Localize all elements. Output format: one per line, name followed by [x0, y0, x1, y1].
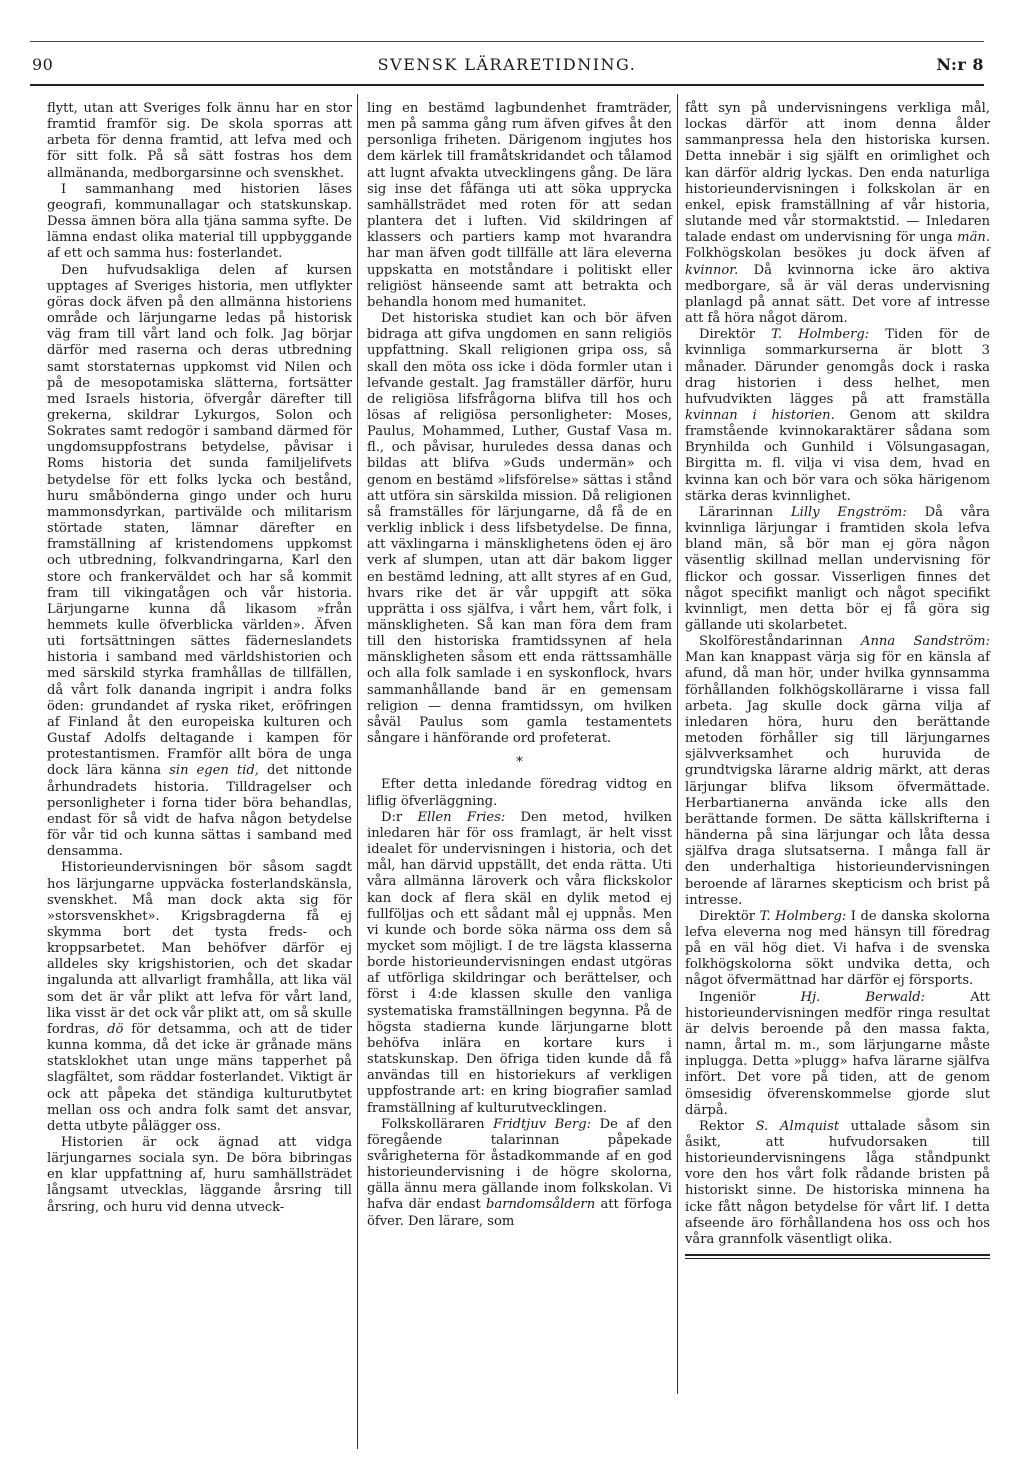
paragraph: Efter detta inledande föredrag vidtog en liflig öfverläggning. [367, 777, 672, 809]
column-3 [685, 101, 990, 1259]
paragraph: ling en bestämd lagbundenhet framträder, men på samma gång rum äfven gifves åt den personliga friheten. Därigenom ingjutes hos dem kärlek till framåtskridandet och tålamod att lugnt afvakta utvecklingens gång. De lära sig inse det fåfänga uti att söka upprycka samhällsträdet med roten för att sedan plantera det i luften. Vid skildringen af klassers och partiers kamp mot hvarandra har man äfven godt tillfälle att lära eleverna uppskatta en motståndare i politiskt eller religiöst hänseende samt att betrakta och behandla honom med humanitet. [367, 101, 672, 310]
section-separator: * [516, 755, 523, 771]
paragraph: Lärarinnan Lilly Engström: Då våra kvinnliga lärjungar i framtiden skola lefva bland män, så bör man ej göra någon väsentlig skillnad mellan undervisning för flickor och gossar. Visserligen finnes det något specifikt manligt och något specifikt kvinnligt, men detta bör ej få göra sig gällande uti skolarbetet. [685, 504, 990, 633]
speaker-name: Anna Sandström: [861, 634, 990, 650]
speaker-name: T. Holmberg: [771, 327, 870, 343]
article-end-rule [685, 1254, 990, 1256]
page-header [30, 55, 984, 79]
paragraph: Ingeniör Hj. Berwald: Att historieundervisningen medför ringa resultat är delvis beroende på den massa fakta, namn, årtal m. m., som lärjungarne måste inplugga. Detta »plugg» hafva lärarne själfva infört. Det vore på tiden, att de genom ömsesidig öfverenskommelse gjorde slut därpå. [685, 989, 990, 1118]
paragraph: Det historiska studiet kan och bör äfven bidraga att gifva ungdomen en sann religiös uppfattning. Skall religionen gripa oss, så skall den möta oss icke i döda formler utan i lefvande gestalt. Jag framställer därför, huru de religiösa lifsfrågorna blifva till hos och lösas af religiösa personligheter: Moses, Paulus, Mohammed, Luther, Gustaf Vasa m. fl., och påvisar, huruledes dessa danas och bildas att blifva »Guds undermän» och genom en bestämd »lifsförelse» sättas i stånd att utföra sin särskilda mission. Då religionen så framställes för lärjungarne, då få de en verklig inblick i dess lifsbetydelse. De finna, att växlingarna i mänsklighetens öden ej äro verk af slumpen, utan att där bakom ligger en bestämd ledning, att allt styres af en Gud, hvars rike det är vår uppgift att söka upprätta i oss själfva, i vårt hem, vårt folk, i mänskligheten. Så kan man föra dem fram till den historiska framtidssynen af hela mänskligheten såsom ett enda rättssamhälle och alla folk samlade i en syskonflock, hvars sammanhållande band är en gemensam religion — denna framtidssyn, om hvilken såväl Paulus som gamla testamentets sångare i hänförande ord profeterat. [367, 311, 672, 747]
column-divider [357, 94, 358, 1449]
top-rule [30, 41, 984, 42]
speaker-name: S. Almquist [755, 1118, 840, 1134]
paragraph: Skolföreståndarinnan Anna Sandström: Man kan knappast värja sig för en känsla af afund, då man hör, under hvilka gynnsamma förhållanden folkhögskollärarne i vissa fall arbeta. Jag skulle dock gärna vilja af inledaren höra, huru den berättande metoden förhåller sig till lärjungarnes självverksamhet och huruvida de grundtvigska lärarne aldrig märkt, att deras lärjungar blifva liksom öfvermättade. Herbartianerna använda icke alls den berättande formen. De sätta källskrifterna i händerna på sina lärjungar och låta dessa själfva draga slutsatserna. I många fall är den underhaltiga historieundervisningen beroende af lärarnes skepticism och brist på intresse. [685, 634, 990, 908]
paragraph: I sammanhang med historien läses geografi, kommunallagar och statskunskap. Dessa ämnen böra alla tjäna samma syfte. De lämna endast olika material till uppbyggande af ett och samma hus: fosterlandet. [47, 181, 352, 262]
issue-number: N:r 8 [936, 55, 984, 74]
speaker-name: Fridtjuv Berg: [493, 1116, 592, 1132]
speaker-name: Ellen Fries: [417, 809, 506, 825]
paragraph: D:r Ellen Fries: Den metod, hvilken inledaren här för oss framlagt, är helt visst idealet för undervisningen i historia, och det mål, han därvid uppställt, det enda rätta. Uti våra allmänna läroverk och våra flickskolor kan dock af flera skäl en dylik metod ej fullföljas och ett sådant mål ej uppnås. Men vi kunde och borde söka närma oss dem så mycket som möjligt. I de tre lägsta klasserna borde historieundervisningen endast utgöras af utförliga skildringar och berättelser, och först i 4:de klassen skulle den vanliga systematiska framställningen begynna. På de högsta stadierna kunde lärjungarne blott behöfva inlära en kortare kurs i statskunskap. Den öfriga tiden kunde då få användas till en historiekurs af verkligen uppfostrande art: en kring biografier samlad framställning af kulturutvecklingen. [367, 809, 672, 1116]
paragraph: Rektor S. Almquist uttalade såsom sin åsikt, att hufvudorsaken till historieundervisningens låga ståndpunkt vore den hos vårt folk rådande bristen på historiskt sinne. De historiska minnena ha icke fått någon betydelse för vårt lif. I detta afseende äro förhållandena hos oss och hos våra grannfolk väsentligt olika. [685, 1118, 991, 1247]
speaker-name: Hj. Berwald: [800, 989, 926, 1005]
page-number: 90 [32, 55, 54, 74]
column-divider [677, 94, 678, 1394]
speaker-name: T. Holmberg: [759, 908, 847, 924]
paragraph: Historien är ock ägnad att vidga lärjungarnes sociala syn. De böra bibringas en klar uppfattning af, huru samhällsträdet långsamt utvecklas, läggande årsring till årsring, och huru vid denna utveck- [47, 1135, 352, 1215]
paragraph: Historieundervisningen bör såsom sagdt hos lärjungarne uppväcka fosterlandskänsla, svenskhet. Må man dock akta sig för »storsvenskhet». Krigsbragderna få ej skymma bort det tysta freds- och kroppsarbetet. Man behöfver därför ej alldeles sky krigshistorien, och det skadar ingalunda att allvarligt framhålla, att lika väl som det är vår plikt att lefva för vårt land, lika visst är det ock vår plikt att, om så skulle fordras, dö för detsamma, och att de tider kunna komma, då det icke är grånade mäns statsklokhet utan unge mäns tapperhet på slagfältet, som räddar fosterlandet. Viktigt är ock att påpeka det ständiga kulturutbytet mellan oss och andra folk samt det ansvar, detta utbyte pålägger oss. [47, 860, 352, 1134]
column-2 [367, 101, 672, 1230]
speaker-name: Lilly Engström: [790, 504, 907, 520]
header-rule [30, 84, 984, 86]
article-end-rule [685, 1258, 990, 1259]
paragraph: flytt, utan att Sveriges folk ännu har en stor framtid framför sig. De skola sporras att arbeta för denna framtid, att lefva med och för sitt folk. På så sätt fostras hos dem allmänanda, medborgarsinne och svenskhet. [47, 101, 352, 181]
paragraph: fått syn på undervisningens verkliga mål, lockas därför att inom denna ålder sammanpressa hela den historiska kursen. Detta innebär i sig själft en orimlighet och kan därför aldrig lyckas. Den enda naturliga historieundervisningen i folkskolan är en enkel, episk framställning af vår historia, slutande med vår stormaktstid. — Inledaren talade endast om undervisning för unga män. Folkhögskolan besökes ju dock äfven af kvinnor. Då kvinnorna icke äro aktiva medborgare, så är väl deras undervisning planlagd på annat sätt. Det vore af intresse att få höra något därom. [685, 101, 990, 327]
publication-title: SVENSK LÄRARETIDNING. [377, 55, 637, 74]
column-1 [47, 101, 352, 1216]
paragraph: Direktör T. Holmberg: Tiden för de kvinnliga sommarkurserna är blott 3 månader. Därunder genomgås dock i raska drag historien i dess helhet, men hufvudvikten lägges på att framställa kvinnan i historien. Genom att skildra framstående kvinnokaraktärer sådana som Brynhilda och Gunhild i Völsungasagan, Birgitta m. fl. vilja vi visa dem, hvad en kvinna kan och bör vara och söka härigenom stärka deras kvinnlighet. [685, 327, 990, 504]
paragraph: Folkskolläraren Fridtjuv Berg: De af den föregående talarinnan påpekade svårigheterna för åstadkommande af en god historieundervisning i de högre skolorna, gälla ännu mera gällande inom folkskolan. Vi hafva där endast barndomsåldern att förfoga öfver. Den lärare, som [367, 1116, 673, 1229]
paragraph: Den hufvudsakliga delen af kursen upptages af Sveriges historia, men utflykter göras dock äfven på den allmänna historiens område och lärjungarne ledas på historisk väg fram till vårt land och folk. Jag börjar därför med raserna och deras utbredning samt storstaternas uppkomst vid Nilen och på de mesopotamiska slätterna, fortsätter med Israels historia, öfvergår därefter till grekerna, skildrar Lykurgos, Solon och Sokrates samt redogör i samband därmed för ungdomsuppfostrans betydelse, påvisar i Roms historia det sunda familjelifvets betydelse för ett folks lycka och bestånd, huru småbönderna gingo under och huru mammonsdyrkan, partivälde och militarism störtade staten, lämnar därefter en framställning af kristendomens uppkomst och utbredning, folkvandringarna, Karl den store och frankerväldet och har så kommit fram till vikingatågen och vår historia. Lärjungarne kunna då likasom »från hemmets kulle öfverblicka världen». Äfven uti fortsättningen sättes fäderneslandets historia i samband med världshistorien och med särskild styrka framhållas de tillfällen, då vårt folk dananda ingripit i andra folks öden: grundandet af ryska riket, eröfringen af Finland åt den europeiska kulturen och Gustaf Adolfs deltagande i kampen för protestantismen. Framför allt böra de unga dock lära känna sin egen tid, det nittonde århundradets historia. Tilldragelser och personligheter i forna tider böra behandlas, endast för så vidt de hafva någon betydelse för vår tid och kunna sättas i samband med densamma. [47, 262, 352, 860]
paragraph: Direktör T. Holmberg: I de danska skolorna lefva eleverna nog med hänsyn till föredrag på en väl hög diet. Vi hafva i de svenska folkhögskolorna sökt undvika detta, och något öfvermättnad har därför ej försports. [685, 908, 990, 989]
